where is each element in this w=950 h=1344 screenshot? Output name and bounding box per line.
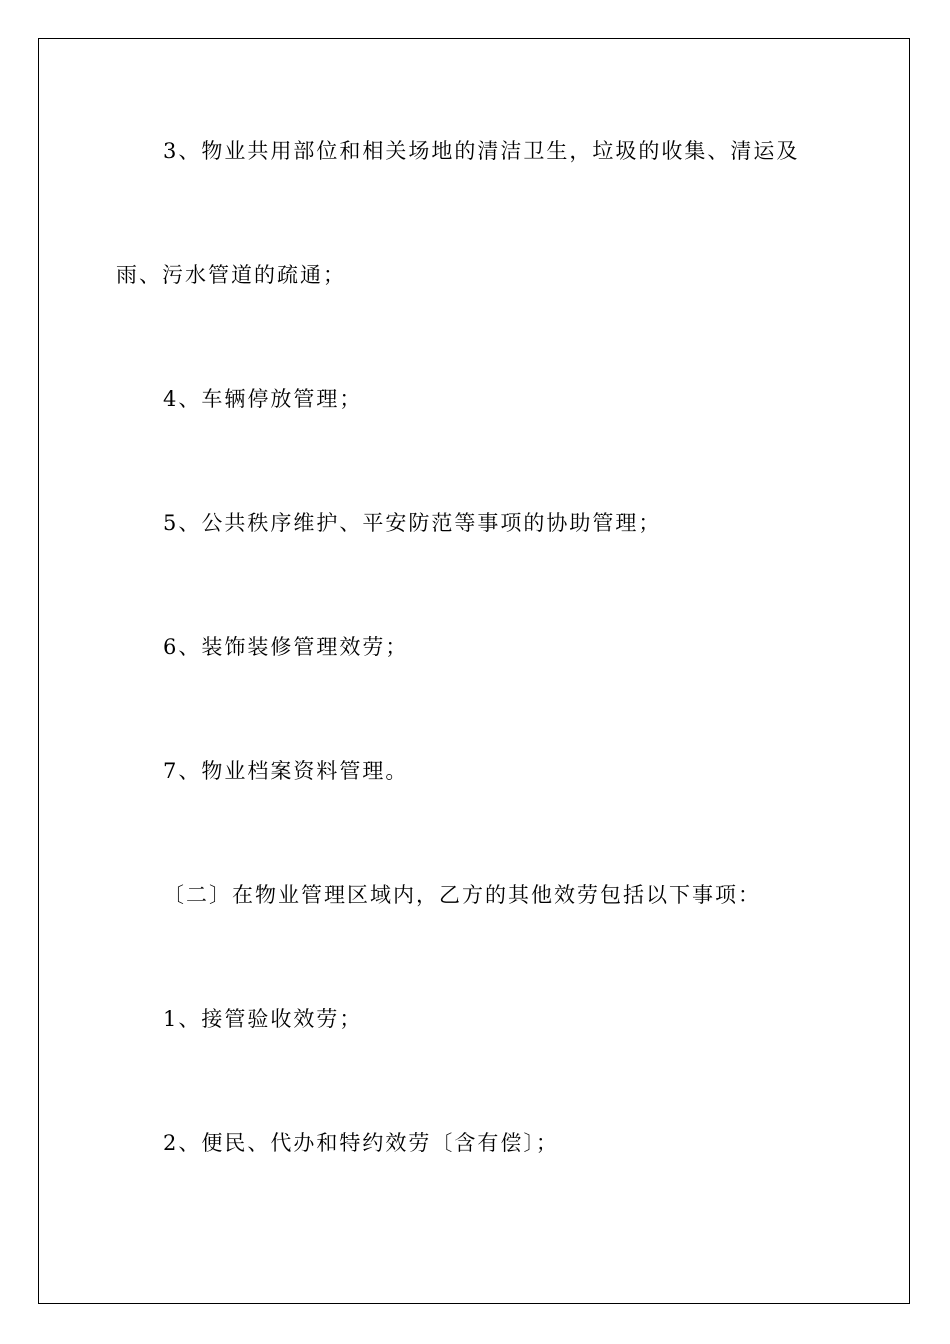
- paragraph-item-3: 3、物业共用部位和相关场地的清洁卫生，垃圾的收集、清运及: [163, 139, 800, 163]
- paragraph-item-7: 7、物业档案资料管理。: [163, 759, 409, 783]
- paragraph-item-4: 4、车辆停放管理；: [163, 387, 363, 411]
- paragraph-subitem-1: 1、接管验收效劳；: [163, 1007, 363, 1031]
- paragraph-item-3-continuation: 雨、污水管道的疏通；: [116, 263, 346, 287]
- paragraph-item-5: 5、公共秩序维护、平安防范等事项的协助管理；: [163, 511, 662, 535]
- section-heading-2: 〔二〕在物业管理区域内，乙方的其他效劳包括以下事项：: [163, 883, 761, 907]
- paragraph-subitem-2: 2、便民、代办和特约效劳〔含有偿〕；: [163, 1131, 559, 1155]
- paragraph-item-6: 6、装饰装修管理效劳；: [163, 635, 409, 659]
- page-border: [38, 38, 910, 1304]
